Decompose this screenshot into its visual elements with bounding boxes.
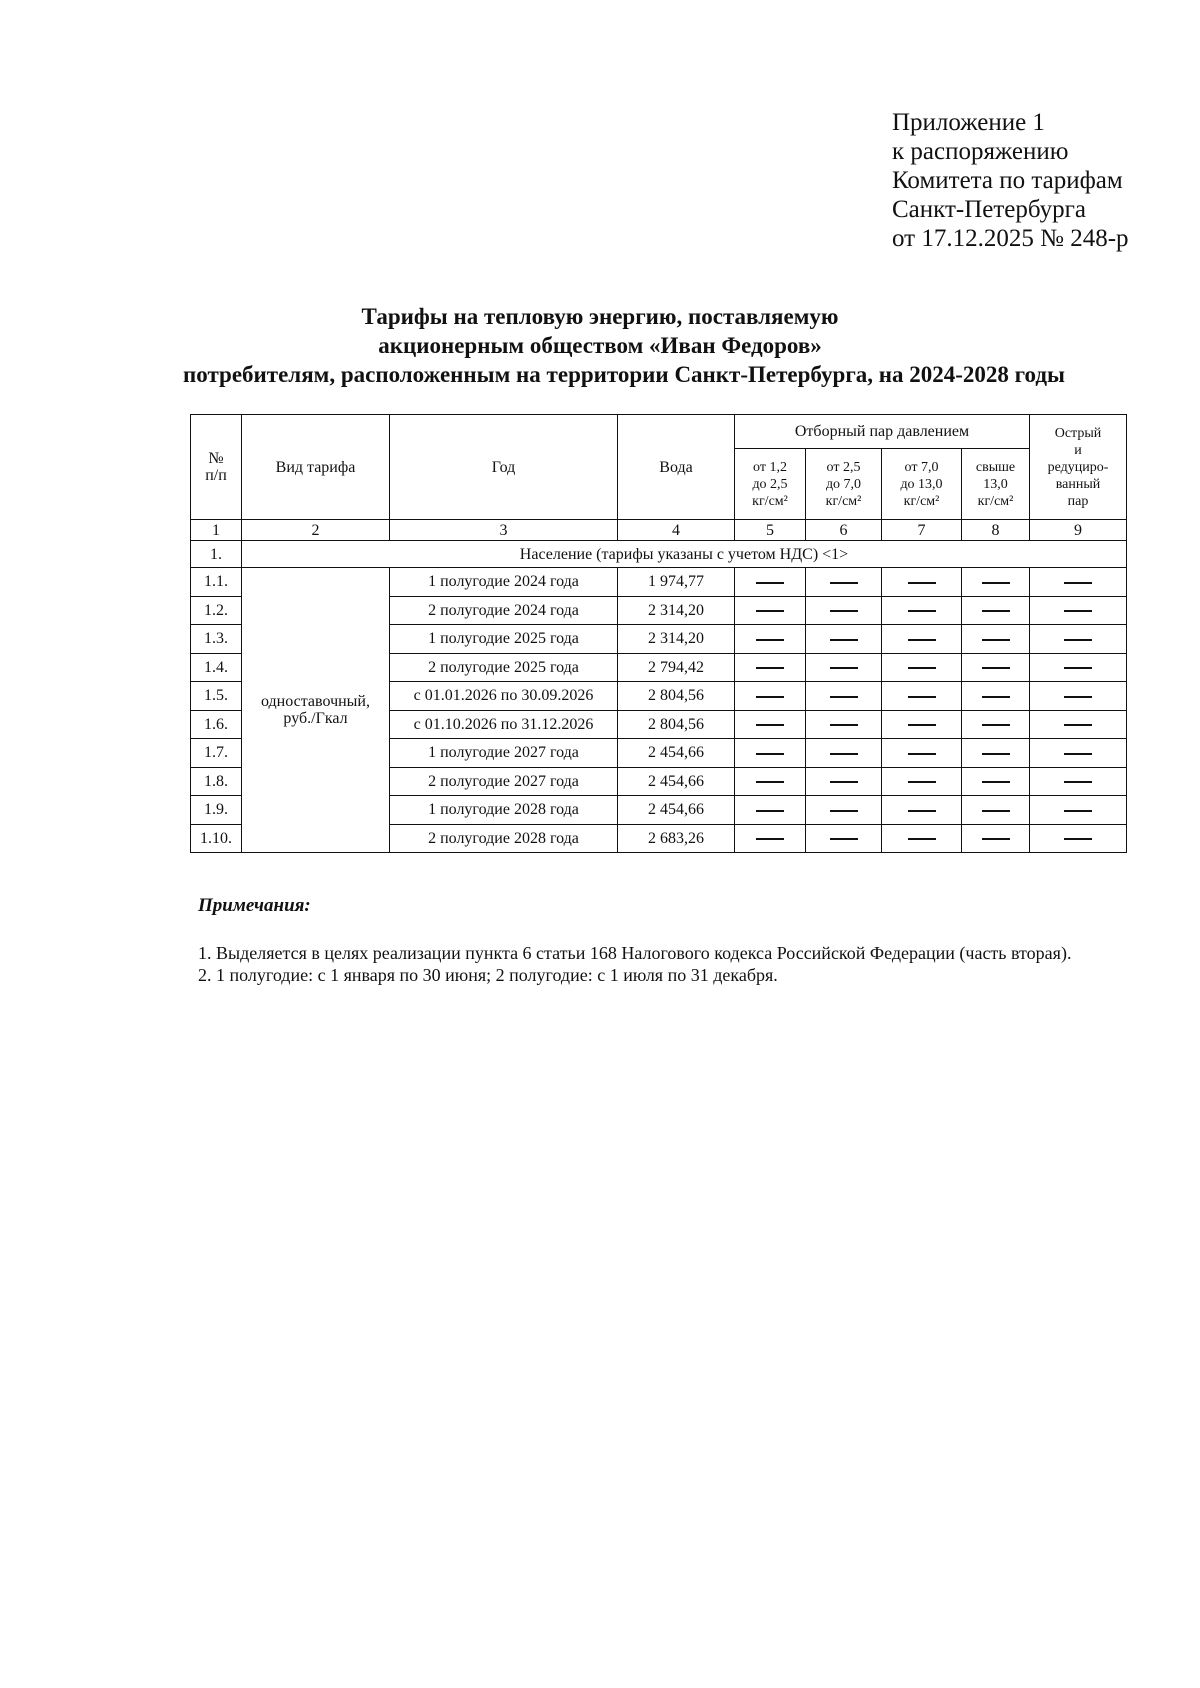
dash-mark: [756, 838, 784, 840]
dash-mark: [982, 639, 1010, 641]
row-period: 2 полугодие 2027 года: [390, 767, 618, 796]
row-num: 1.10.: [191, 824, 242, 853]
row-num: 1.1.: [191, 568, 242, 597]
steam-col-line: до 7,0: [825, 476, 862, 492]
empty-value-cell: [882, 596, 962, 625]
row-water-tariff: 2 454,66: [618, 767, 735, 796]
empty-value-cell: [735, 596, 806, 625]
dash-mark: [982, 582, 1010, 584]
dash-mark: [982, 724, 1010, 726]
dash-mark: [908, 582, 936, 584]
empty-value-cell: [1030, 653, 1127, 682]
empty-value-cell: [882, 710, 962, 739]
header-sharp-line: ванный: [1055, 476, 1101, 492]
empty-value-cell: [1030, 739, 1127, 768]
empty-value-cell: [882, 767, 962, 796]
notes-title: Примечания:: [198, 895, 311, 916]
steam-col-line: до 13,0: [900, 476, 943, 492]
empty-value-cell: [962, 682, 1030, 711]
row-water-tariff: 2 314,20: [618, 596, 735, 625]
column-number: 5: [735, 520, 806, 541]
row-water-tariff: 2 683,26: [618, 824, 735, 853]
tariff-type-cell: [242, 568, 390, 853]
empty-value-cell: [962, 653, 1030, 682]
column-number: 3: [390, 520, 618, 541]
dash-mark: [830, 667, 858, 669]
empty-value-cell: [962, 710, 1030, 739]
dash-mark: [830, 781, 858, 783]
dash-mark: [830, 610, 858, 612]
note-item: 1. Выделяется в целях реализации пункта 6 статьи 168 Налогового кодекса Российской Федерации (часть вторая).: [198, 943, 1072, 963]
empty-value-cell: [735, 739, 806, 768]
empty-value-cell: [806, 596, 882, 625]
dash-mark: [982, 696, 1010, 698]
empty-value-cell: [962, 824, 1030, 853]
dash-mark: [830, 639, 858, 641]
section-num: 1.: [191, 541, 242, 568]
empty-value-cell: [735, 568, 806, 597]
empty-value-cell: [735, 682, 806, 711]
header-num-line: №: [208, 450, 224, 467]
column-number: 9: [1030, 520, 1127, 541]
dash-mark: [1064, 838, 1092, 840]
header-sharp-line: пар: [1067, 493, 1089, 509]
empty-value-cell: [882, 682, 962, 711]
empty-value-cell: [882, 625, 962, 654]
dash-mark: [756, 753, 784, 755]
header-steam-col-2: [806, 449, 882, 520]
empty-value-cell: [806, 739, 882, 768]
dash-mark: [1064, 810, 1092, 812]
steam-col-line: кг/см²: [903, 493, 940, 509]
dash-mark: [830, 810, 858, 812]
empty-value-cell: [735, 824, 806, 853]
appendix-block: [892, 108, 1129, 253]
header-steam-group: Отборный пар давлением: [735, 415, 1030, 449]
row-period: 1 полугодие 2028 года: [390, 796, 618, 825]
dash-mark: [908, 838, 936, 840]
tariff-type-line: руб./Гкал: [283, 710, 348, 727]
dash-mark: [982, 781, 1010, 783]
empty-value-cell: [806, 767, 882, 796]
empty-value-cell: [882, 824, 962, 853]
empty-value-cell: [962, 796, 1030, 825]
row-period: 2 полугодие 2028 года: [390, 824, 618, 853]
row-period: 1 полугодие 2025 года: [390, 625, 618, 654]
header-steam-col-3: [882, 449, 962, 520]
notes-list: [198, 942, 1136, 986]
dash-mark: [756, 810, 784, 812]
row-water-tariff: 2 454,66: [618, 739, 735, 768]
empty-value-cell: [882, 568, 962, 597]
section-label: Население (тарифы указаны с учетом НДС) <1>: [242, 541, 1127, 568]
section-row: [191, 541, 1127, 568]
row-num: 1.2.: [191, 596, 242, 625]
header-num: [191, 415, 242, 520]
empty-value-cell: [735, 625, 806, 654]
steam-col-line: кг/см²: [825, 493, 862, 509]
row-water-tariff: 2 794,42: [618, 653, 735, 682]
row-num: 1.4.: [191, 653, 242, 682]
header-sharp-line: редуциро-: [1047, 459, 1109, 475]
steam-col-line: кг/см²: [977, 493, 1014, 509]
row-num: 1.7.: [191, 739, 242, 768]
appendix-line: Приложение 1: [892, 109, 1045, 136]
column-number-row: [191, 520, 1127, 541]
empty-value-cell: [806, 682, 882, 711]
empty-value-cell: [735, 767, 806, 796]
steam-col-line: свыше: [975, 459, 1016, 475]
header-num-line: п/п: [205, 467, 227, 484]
steam-col-line: кг/см²: [752, 493, 788, 509]
empty-value-cell: [1030, 568, 1127, 597]
dash-mark: [982, 838, 1010, 840]
empty-value-cell: [1030, 682, 1127, 711]
steam-col-line: от 7,0: [904, 459, 939, 475]
empty-value-cell: [806, 568, 882, 597]
title-line-3: потребителям, расположенным на территории Санкт-Петербурга, на 2024-2028 годы: [183, 362, 1065, 387]
empty-value-cell: [1030, 824, 1127, 853]
header-sharp-line: Острый: [1054, 425, 1102, 441]
appendix-line: к распоряжению: [892, 138, 1069, 165]
row-water-tariff: 2 314,20: [618, 625, 735, 654]
dash-mark: [1064, 667, 1092, 669]
empty-value-cell: [735, 710, 806, 739]
dash-mark: [1064, 696, 1092, 698]
tariff-type-line: одноставочный,: [261, 693, 370, 710]
row-period: 2 полугодие 2024 года: [390, 596, 618, 625]
header-water: Вода: [618, 415, 735, 520]
dash-mark: [756, 724, 784, 726]
note-item: 2. 1 полугодие: с 1 января по 30 июня; 2 полугодие: с 1 июля по 31 декабря.: [198, 965, 778, 985]
empty-value-cell: [806, 796, 882, 825]
row-water-tariff: 2 454,66: [618, 796, 735, 825]
header-steam-col-4: [962, 449, 1030, 520]
steam-col-line: от 1,2: [753, 459, 787, 475]
dash-mark: [908, 667, 936, 669]
dash-mark: [908, 639, 936, 641]
dash-mark: [756, 639, 784, 641]
row-period: с 01.10.2026 по 31.12.2026: [390, 710, 618, 739]
dash-mark: [756, 667, 784, 669]
appendix-line: Санкт-Петербурга: [892, 196, 1087, 223]
empty-value-cell: [882, 796, 962, 825]
dash-mark: [1064, 639, 1092, 641]
column-number: 8: [962, 520, 1030, 541]
dash-mark: [908, 696, 936, 698]
empty-value-cell: [735, 653, 806, 682]
row-num: 1.5.: [191, 682, 242, 711]
steam-col-line: 13,0: [983, 476, 1008, 492]
dash-mark: [982, 610, 1010, 612]
column-number: 4: [618, 520, 735, 541]
title-line-1: Тарифы на тепловую энергию, поставляемую: [361, 304, 839, 329]
row-num: 1.6.: [191, 710, 242, 739]
dash-mark: [756, 610, 784, 612]
steam-col-line: до 2,5: [752, 476, 788, 492]
appendix-line: от 17.12.2025 № 248-р: [892, 225, 1129, 252]
tariff-table: [190, 414, 1127, 853]
row-water-tariff: 2 804,56: [618, 682, 735, 711]
row-period: 1 полугодие 2027 года: [390, 739, 618, 768]
title-line-2: акционерным обществом «Иван Федоров»: [378, 333, 822, 358]
dash-mark: [908, 781, 936, 783]
column-number: 7: [882, 520, 962, 541]
steam-col-line: от 2,5: [826, 459, 861, 475]
dash-mark: [830, 582, 858, 584]
dash-mark: [830, 724, 858, 726]
dash-mark: [1064, 724, 1092, 726]
dash-mark: [1064, 753, 1092, 755]
dash-mark: [908, 753, 936, 755]
row-water-tariff: 2 804,56: [618, 710, 735, 739]
empty-value-cell: [1030, 796, 1127, 825]
dash-mark: [756, 582, 784, 584]
appendix-line: Комитета по тарифам: [892, 167, 1123, 194]
empty-value-cell: [882, 653, 962, 682]
empty-value-cell: [735, 796, 806, 825]
row-period: 2 полугодие 2025 года: [390, 653, 618, 682]
dash-mark: [1064, 582, 1092, 584]
empty-value-cell: [962, 625, 1030, 654]
column-number: 6: [806, 520, 882, 541]
empty-value-cell: [1030, 767, 1127, 796]
dash-mark: [908, 724, 936, 726]
dash-mark: [1064, 781, 1092, 783]
empty-value-cell: [806, 710, 882, 739]
dash-mark: [1064, 610, 1092, 612]
dash-mark: [830, 838, 858, 840]
empty-value-cell: [882, 739, 962, 768]
table-row: [191, 568, 1127, 597]
dash-mark: [756, 696, 784, 698]
header-year: Год: [390, 415, 618, 520]
dash-mark: [830, 753, 858, 755]
header-tariff-type: Вид тарифа: [242, 415, 390, 520]
dash-mark: [982, 753, 1010, 755]
dash-mark: [756, 781, 784, 783]
dash-mark: [982, 810, 1010, 812]
header-steam-col-1: [735, 449, 806, 520]
empty-value-cell: [962, 568, 1030, 597]
empty-value-cell: [962, 596, 1030, 625]
empty-value-cell: [806, 653, 882, 682]
row-period: с 01.01.2026 по 30.09.2026: [390, 682, 618, 711]
column-number: 2: [242, 520, 390, 541]
dash-mark: [830, 696, 858, 698]
column-number: 1: [191, 520, 242, 541]
row-num: 1.8.: [191, 767, 242, 796]
row-num: 1.3.: [191, 625, 242, 654]
row-water-tariff: 1 974,77: [618, 568, 735, 597]
empty-value-cell: [1030, 596, 1127, 625]
empty-value-cell: [806, 625, 882, 654]
document-title: [0, 302, 1200, 389]
empty-value-cell: [962, 739, 1030, 768]
row-period: 1 полугодие 2024 года: [390, 568, 618, 597]
dash-mark: [908, 810, 936, 812]
header-sharp-steam: [1030, 415, 1127, 520]
dash-mark: [908, 610, 936, 612]
empty-value-cell: [1030, 710, 1127, 739]
header-sharp-line: и: [1074, 442, 1082, 458]
empty-value-cell: [1030, 625, 1127, 654]
header-row-1: [191, 415, 1127, 449]
empty-value-cell: [962, 767, 1030, 796]
empty-value-cell: [806, 824, 882, 853]
dash-mark: [982, 667, 1010, 669]
row-num: 1.9.: [191, 796, 242, 825]
